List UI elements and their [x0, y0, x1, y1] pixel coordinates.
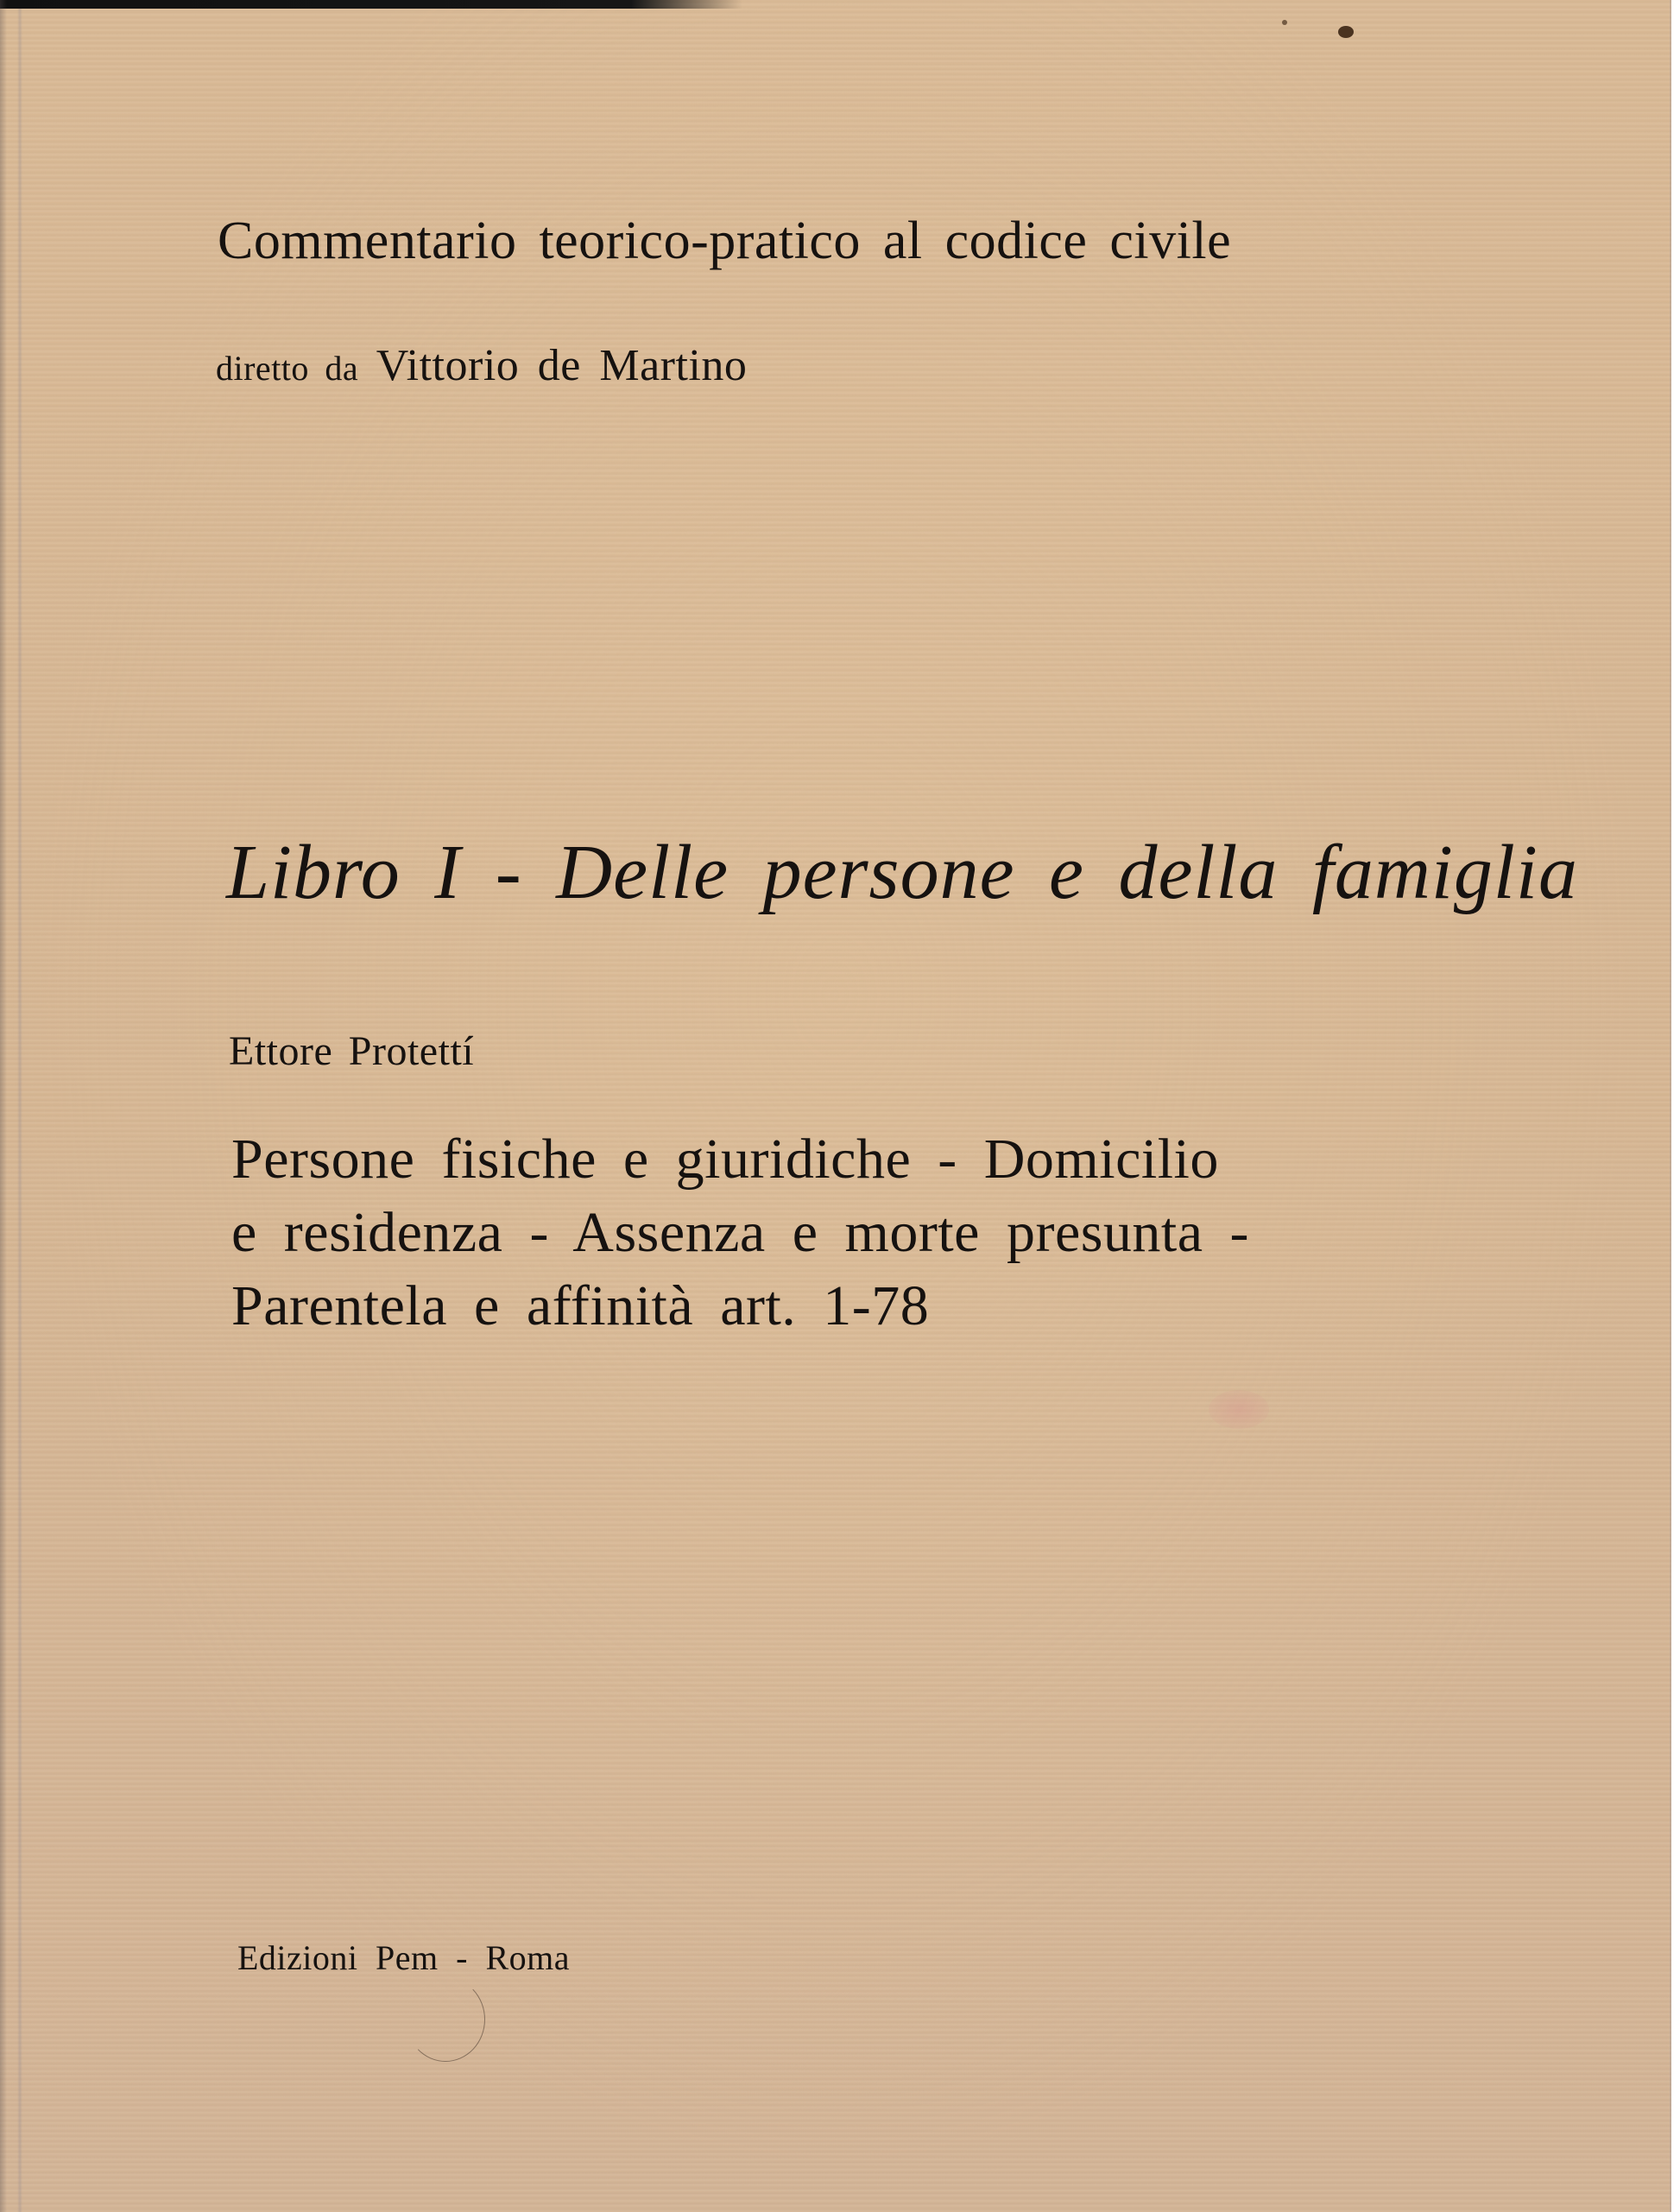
subtitle-line: Parentela e affinità art. 1-78: [231, 1274, 930, 1337]
subtitle-block: [231, 1128, 1250, 1351]
book-title: Libro I - Delle persone e della famiglia: [226, 830, 1578, 915]
curved-scratch-mark: [406, 1977, 485, 2062]
series-title: Commentario teorico-pratico al codice civile: [218, 212, 1232, 270]
author-name: Ettore Protettí: [229, 1028, 475, 1074]
reddish-stain: [1209, 1390, 1269, 1429]
director-prefix: diretto da: [216, 349, 359, 388]
torn-top-edge: [0, 0, 742, 9]
director-name: Vittorio de Martino: [376, 341, 748, 390]
left-edge-shadow: [0, 0, 7, 2212]
stain-speck: [1338, 26, 1354, 38]
publisher: Edizioni Pem - Roma: [237, 1938, 571, 1977]
subtitle-line: Persone fisiche e giuridiche - Domicilio: [231, 1128, 1219, 1191]
director-line: [216, 341, 748, 390]
stain-speck: [1282, 20, 1287, 25]
spine-crease: [17, 9, 22, 2212]
subtitle-line: e residenza - Assenza e morte presunta -: [231, 1201, 1250, 1264]
